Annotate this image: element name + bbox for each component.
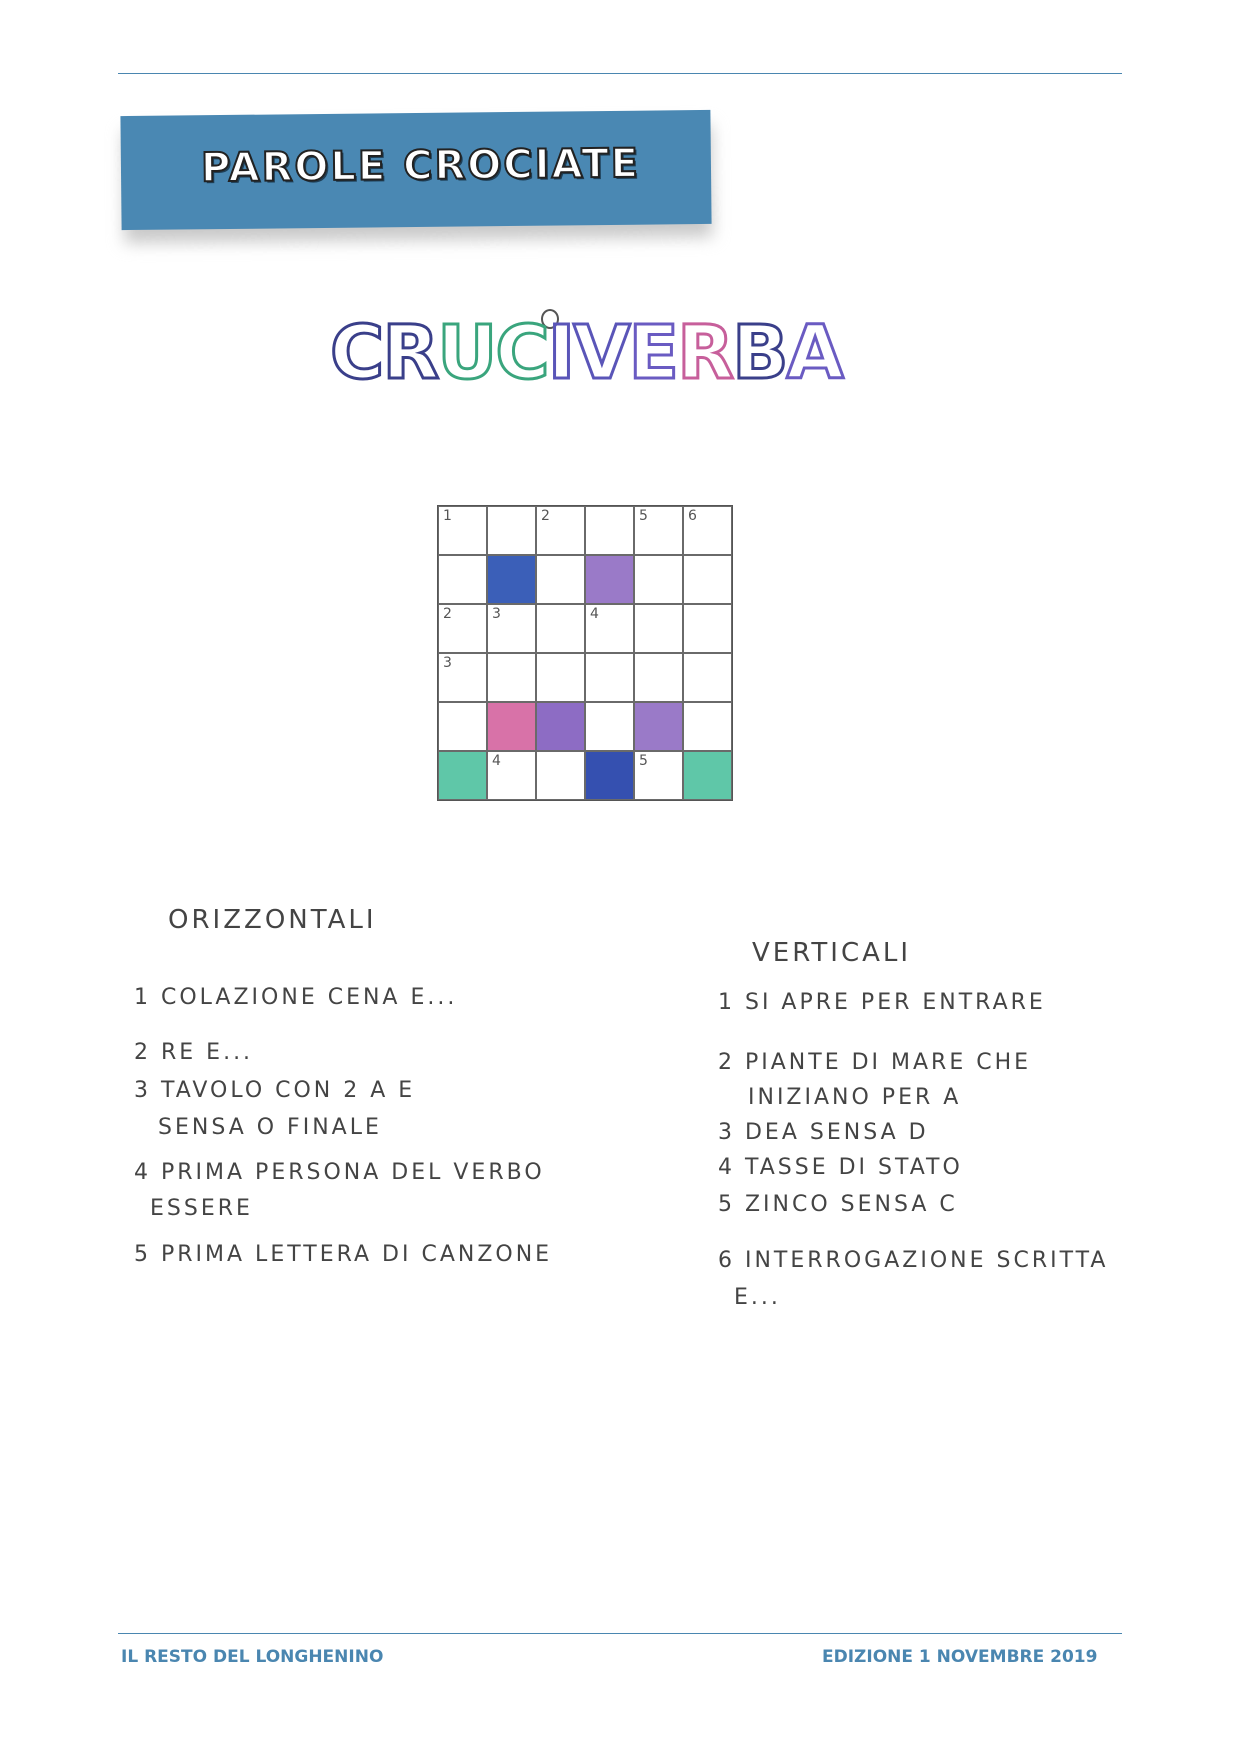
cell-number: 6 — [688, 508, 697, 524]
crossword-cell — [585, 506, 634, 555]
clue-h-4-cont: ESSERE — [150, 1196, 253, 1221]
crossword-cell — [683, 506, 732, 555]
logo-letter: A — [786, 310, 842, 396]
section-banner — [120, 110, 711, 230]
crossword-black-cell — [487, 555, 536, 604]
crossword-cell — [536, 653, 585, 702]
crossword-black-cell — [438, 751, 487, 800]
crossword-cell — [683, 555, 732, 604]
logo-letter: R — [382, 310, 438, 396]
cell-number: 3 — [443, 655, 452, 671]
crossword-cell — [634, 555, 683, 604]
crossword-cell — [438, 653, 487, 702]
bottom-rule — [118, 1633, 1122, 1634]
crossword-cell — [438, 506, 487, 555]
crossword-black-cell — [683, 751, 732, 800]
logo-letter: I — [547, 310, 574, 396]
logo-letter: U — [437, 310, 496, 396]
crossword-black-cell — [487, 702, 536, 751]
clue-v-1: 1 SI APRE PER ENTRARE — [718, 990, 1046, 1015]
crossword-black-cell — [585, 751, 634, 800]
clue-v-4: 4 TASSE DI STATO — [718, 1155, 963, 1180]
clue-v-5: 5 ZINCO SENSA C — [718, 1192, 958, 1217]
crossword-cell — [683, 604, 732, 653]
logo-letter: V — [573, 310, 629, 396]
crossword-cell — [585, 702, 634, 751]
section-title: PAROLE CROCIATE — [200, 140, 641, 192]
crossword-cell — [585, 604, 634, 653]
clue-h-1: 1 COLAZIONE CENA E... — [134, 985, 458, 1010]
crossword-cell — [536, 604, 585, 653]
crossword-cell — [438, 555, 487, 604]
logo-letter: B — [732, 310, 787, 396]
crossword-cell — [683, 702, 732, 751]
crossword-cell — [634, 751, 683, 800]
crossword-cell — [536, 751, 585, 800]
cruciverba-logo — [330, 310, 842, 410]
crossword-cell — [634, 506, 683, 555]
clue-h-2: 2 RE E... — [134, 1040, 254, 1065]
logo-letter: E — [628, 310, 678, 396]
cell-number: 1 — [443, 508, 452, 524]
clue-h-5: 5 PRIMA LETTERA DI CANZONE — [134, 1242, 553, 1267]
clue-h-3-cont: SENSA O FINALE — [158, 1115, 382, 1140]
clue-v-3: 3 DEA SENSA D — [718, 1120, 929, 1145]
cell-number: 5 — [639, 753, 648, 769]
cell-number: 3 — [492, 606, 501, 622]
footer-publication: IL RESTO DEL LONGHENINO — [121, 1647, 384, 1667]
vertical-heading: VERTICALI — [752, 938, 912, 968]
horizontal-heading: ORIZZONTALI — [168, 905, 377, 935]
clue-h-3: 3 TAVOLO CON 2 A E — [134, 1078, 416, 1103]
cell-number: 2 — [443, 606, 452, 622]
crossword-cell — [487, 506, 536, 555]
crossword-cell — [487, 751, 536, 800]
clue-v-6-cont: E... — [734, 1285, 781, 1310]
crossword-cell — [438, 702, 487, 751]
crossword-grid — [437, 505, 733, 801]
clue-v-2-cont: INIZIANO PER A — [748, 1085, 962, 1110]
crossword-cell — [536, 506, 585, 555]
crossword-black-cell — [585, 555, 634, 604]
cell-number: 2 — [541, 508, 550, 524]
cell-number: 4 — [492, 753, 501, 769]
top-rule — [118, 73, 1122, 74]
footer-edition: EDIZIONE 1 NOVEMBRE 2019 — [822, 1647, 1098, 1667]
logo-letter: R — [677, 310, 733, 396]
crossword-cell — [487, 653, 536, 702]
crossword-cell — [536, 555, 585, 604]
clue-v-6: 6 INTERROGAZIONE SCRITTA — [718, 1248, 1109, 1273]
clue-v-2: 2 PIANTE DI MARE CHE — [718, 1050, 1032, 1075]
crossword-black-cell — [536, 702, 585, 751]
crossword-cell — [487, 604, 536, 653]
cell-number: 5 — [639, 508, 648, 524]
crossword-cell — [438, 604, 487, 653]
crossword-cell — [585, 653, 634, 702]
crossword-black-cell — [634, 702, 683, 751]
crossword-cell — [634, 604, 683, 653]
clue-h-4: 4 PRIMA PERSONA DEL VERBO — [134, 1160, 545, 1185]
crossword-cell — [634, 653, 683, 702]
logo-letter: C — [330, 310, 383, 396]
logo-letter: C — [495, 310, 548, 396]
cell-number: 4 — [590, 606, 599, 622]
crossword-cell — [683, 653, 732, 702]
